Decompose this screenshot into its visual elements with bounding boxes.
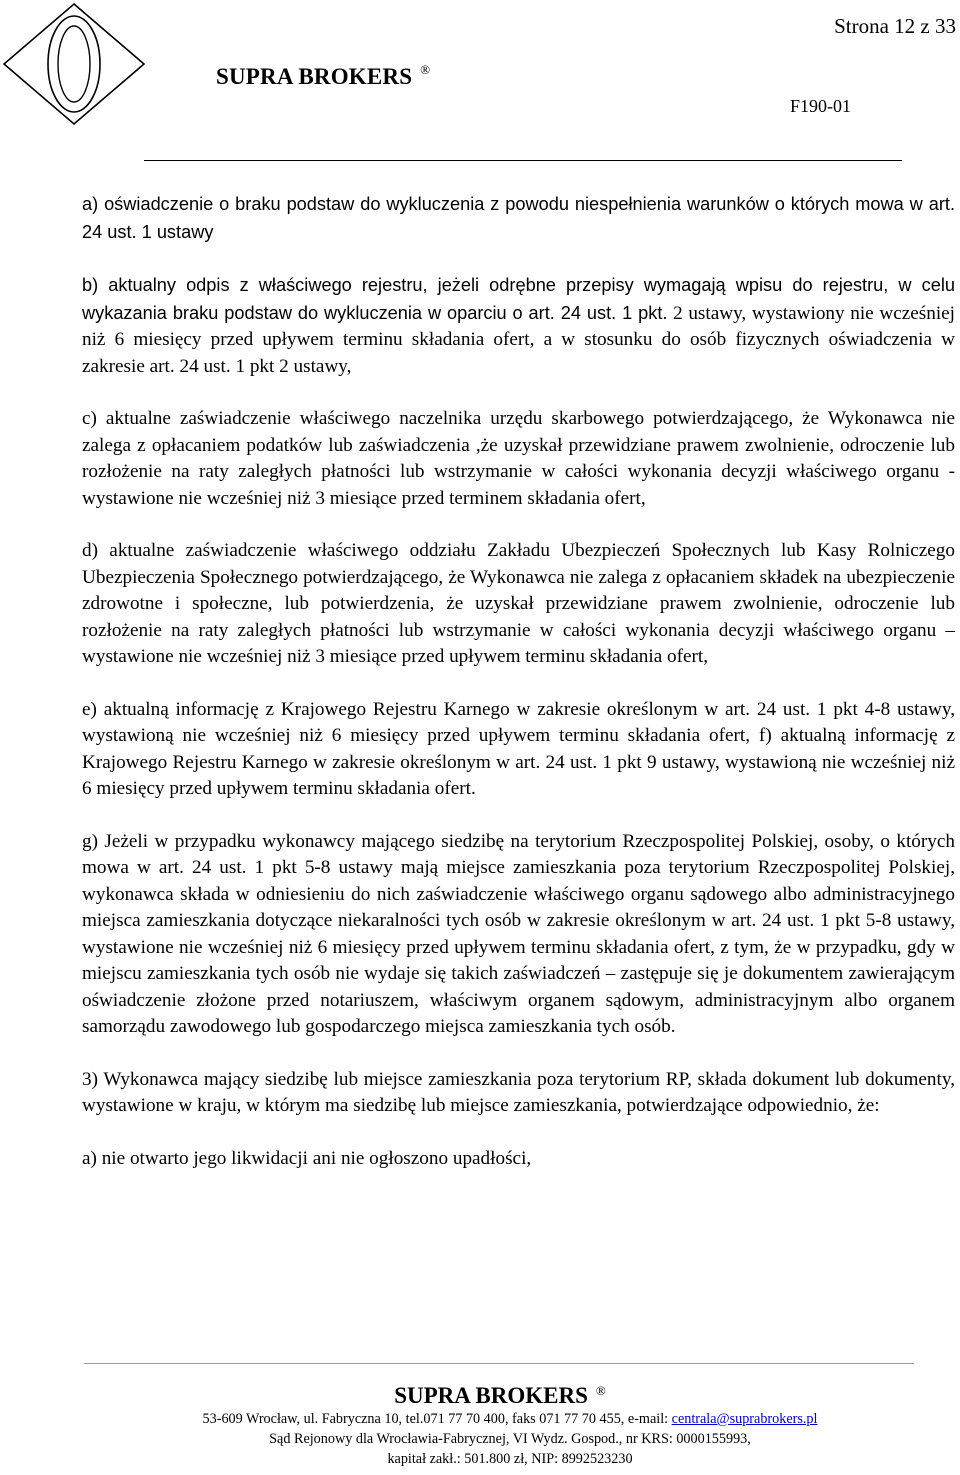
footer-email-link[interactable]: centrala@suprabrokers.pl <box>671 1411 818 1427</box>
page-footer <box>0 1383 960 1469</box>
form-code: F190-01 <box>790 96 852 116</box>
company-logo <box>2 2 146 126</box>
paragraph-c: c) aktualne zaświadczenie właściwego naczelnika urzędu skarbowego potwierdzającego, że Wykonawca nie zalega z opłacaniem podatków lub zaświadczenia ,że uzyskał przewidziane prawem zwolnienie, odroczenie lub rozłożenie na raty zaległych płatności lub wstrzymanie w całości wykonania decyzji właściwego organu - wystawione nie wcześniej niż 3 miesiące przed terminem składania ofert, <box>82 408 955 509</box>
paragraph-d: d) aktualne zaświadczenie właściwego oddziału Zakładu Ubezpieczeń Społecznych lub Kasy Rolniczego Ubezpieczenia Społecznego potwierdzającego, że Wykonawca nie zalega z opłacaniem składek na ubezpieczenie zdrowotne i społeczne, lub potwierdzenia, że uzyskał przewidziane prawem zwolnienie, odroczenie lub rozłożenie na raty zaległych płatności lub wstrzymanie w całości wykonania decyzji właściwego organu – wystawione nie wcześniej niż 3 miesiące przed upływem terminu składania ofert, <box>82 540 955 667</box>
footer-court-info: Sąd Rejonowy dla Wrocławia-Fabrycznej, VI Wydz. Gospod., nr KRS: 0000155993, <box>269 1431 751 1447</box>
paragraph-b-text: 2 ustawy, wystawiony nie wcześniej niż 6 miesięcy przed upływem terminu składania ofert, a w stosunku do osób fizycznych oświadczenia w zakresie art. 24 ust. 1 pkt 2 ustawy, <box>82 302 955 377</box>
paragraph-g: g) Jeżeli w przypadku wykonawcy mającego siedzibę na terytorium Rzeczpospolitej Polskiej, osoby, o których mowa w art. 24 ust. 1 pkt 5-8 ustawy mają miejsce zamieszkania poza terytorium Rzeczpospolitej Polskiej, wykonawca składa w odniesieniu do nich zaświadczenie właściwego organu sądowego albo administracyjnego miejsca zamieszkania dotyczące niekaralności tych osób w zakresie określonym w art. 24 ust. 1 pkt 5-8 ustawy, wystawione nie wcześniej niż 6 miesięcy przed upływem terminu składania ofert, z tym, że w przypadku, gdy w miejscu zamieszkania tych osób nie wydaje się takich zaświadczeń – zastępuje się je dokumentem zawierającym oświadczenie złożone przed notariuszem, właściwym organem sądowym, administracyjnym albo organem samorządu zawodowego lub gospodarczego miejsca zamieszkania tych osób. <box>82 830 955 1037</box>
footer-address <box>60 1409 960 1429</box>
document-body <box>82 191 955 1198</box>
header-brand <box>216 64 430 90</box>
paragraph-e: e) aktualną informację z Krajowego Rejestru Karnego w zakresie określonym w art. 24 ust. 1 pkt 4-8 ustawy, wystawioną nie wcześniej niż 6 miesięcy przed upływem terminu składania ofert, f) aktualną informację z Krajowego Rejestru Karnego w zakresie określonym w art. 24 ust. 1 pkt 9 ustawy, wystawioną nie wcześniej niż 6 miesięcy przed upływem terminu składania ofert. <box>82 698 955 799</box>
footer-address-text: 53-609 Wrocław, ul. Fabryczna 10, tel.071 77 70 400, faks 071 77 70 455, e-mail: <box>202 1411 672 1427</box>
paragraph-3a: a) nie otwarto jego likwidacji ani nie ogłoszono upadłości, <box>82 1147 532 1169</box>
footer-divider <box>84 1363 914 1364</box>
registered-mark: ® <box>420 62 431 77</box>
paragraph-a-text: a) oświadczenie o braku podstaw do wykluczenia z powodu niespełnienia warunków o których mowa w art. 24 ust. 1 ustawy <box>82 194 955 242</box>
footer-capital-info: kapitał zakł.: 501.800 zł, NIP: 8992523230 <box>387 1451 633 1467</box>
paragraph-b <box>82 272 955 380</box>
page-number: Strona 12 z 33 <box>834 14 956 38</box>
paragraph-b-lead: b) aktualny odpis z właściwego rejestru, jeżeli odrębne przepisy wymagają wpisu do rejestru, w celu wykazania braku podstaw do wykluczenia w oparciu o art. 24 ust. 1 pkt. <box>82 275 955 323</box>
footer-brand-name: SUPRA BROKERS <box>394 1383 588 1408</box>
header-divider <box>144 160 902 161</box>
paragraph-3: 3) Wykonawca mający siedzibę lub miejsce zamieszkania poza terytorium RP, składa dokument lub dokumenty, wystawione w kraju, w którym ma siedzibę lub miejsce zamieszkania, potwierdzające odpowiednio, że: <box>82 1068 955 1116</box>
paragraph-a <box>82 191 955 246</box>
footer-registered-mark: ® <box>595 1383 606 1398</box>
header-brand-name: SUPRA BROKERS <box>216 64 413 89</box>
footer-brand <box>40 1383 960 1409</box>
